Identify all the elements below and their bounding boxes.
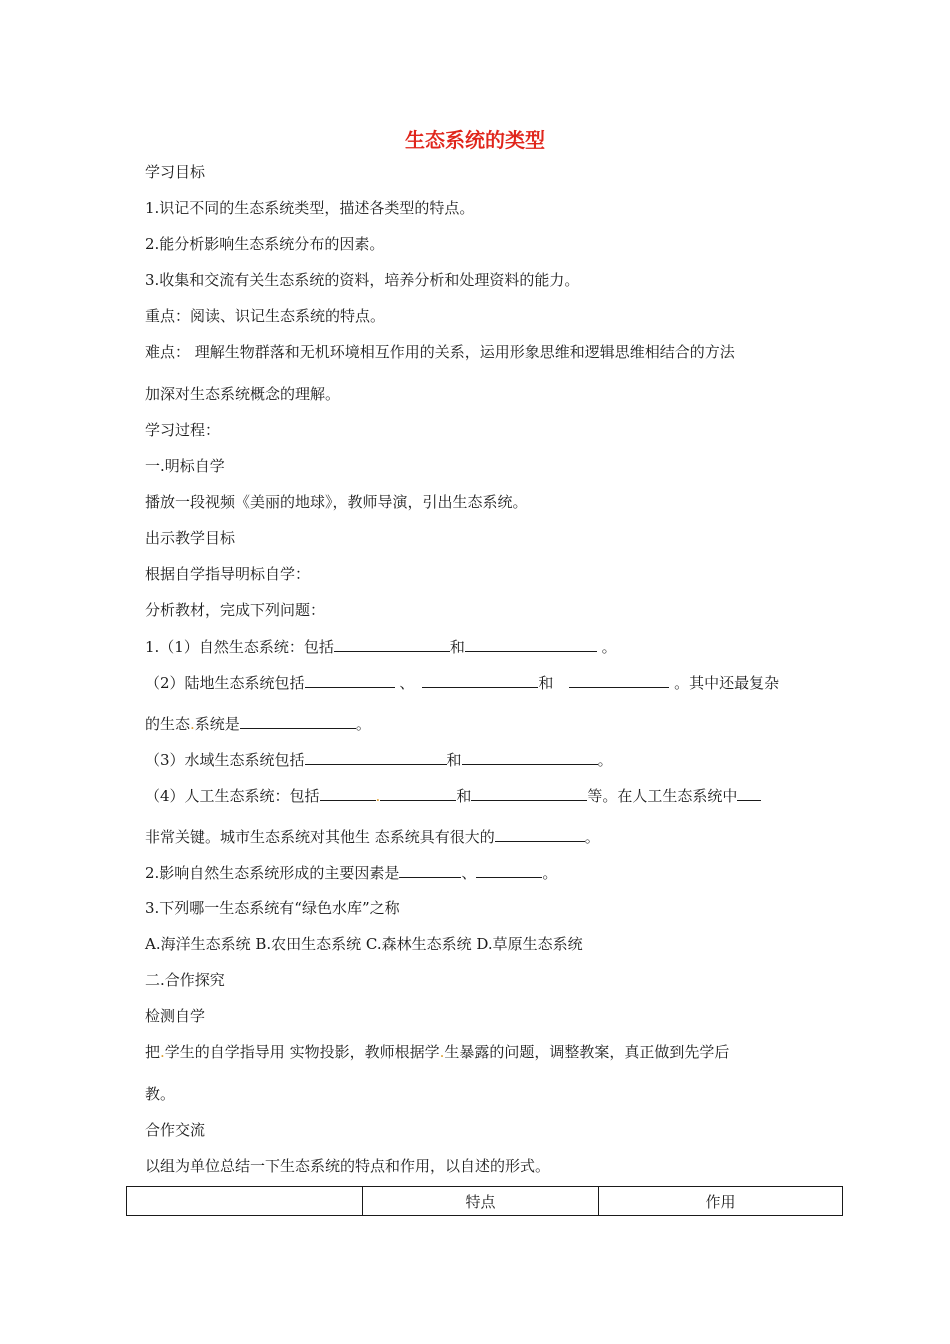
q1b2-text-b: 系统是 — [194, 715, 240, 733]
blank-field[interactable] — [305, 672, 395, 688]
exchange-heading: 合作交流 — [145, 1121, 206, 1139]
q1d-text-a: （4）人工生态系统：包括 — [145, 787, 320, 805]
dot-mark: . — [160, 1043, 165, 1061]
question-1c — [145, 749, 613, 770]
analyze-line: 分析教材，完成下列问题： — [145, 601, 326, 619]
q2-text-a: 2.影响自然生态系统形成的主要因素是 — [145, 864, 400, 882]
check-heading: 检测自学 — [145, 1007, 206, 1025]
q1b-text-a: （2）陆地生态系统包括 — [145, 674, 305, 692]
show-goals: 出示教学目标 — [145, 529, 236, 547]
blank-field[interactable] — [422, 672, 538, 688]
q1b-text-d: 。其中还最复杂 — [669, 674, 780, 692]
section2-heading: 二.合作探究 — [145, 971, 225, 989]
summary-table — [126, 1186, 843, 1216]
difficulty-line-1: 难点： 理解生物群落和无机环境相互作用的关系，运用形象思维和逻辑思维相结合的方法 — [145, 343, 735, 361]
guide-line: 根据自学指导明标自学： — [145, 565, 311, 583]
difficulty-line-2: 加深对生态系统概念的理解。 — [145, 385, 341, 403]
para-text-c: 生暴露的问题，调整教案，真正做到先学后 — [444, 1043, 730, 1061]
table-header-cell — [127, 1187, 363, 1216]
dot-mark: . — [190, 715, 195, 733]
q2-text-c: 。 — [542, 864, 558, 882]
blank-field[interactable] — [334, 636, 450, 652]
question-1d — [145, 785, 761, 806]
objectives-heading: 学习目标 — [145, 163, 206, 181]
blank-field[interactable] — [476, 862, 542, 878]
section1-heading: 一.明标自学 — [145, 457, 225, 475]
blank-field[interactable] — [305, 749, 447, 765]
question-3-options: A.海洋生态系统 B.农田生态系统 C.森林生态系统 D.草原生态系统 — [145, 935, 583, 953]
blank-field[interactable] — [465, 636, 597, 652]
question-3: 3.下列哪一生态系统有“绿色水库”之称 — [145, 899, 400, 917]
q1c-text-c: 。 — [597, 751, 613, 769]
q1b2-text-c: 。 — [355, 715, 371, 733]
blank-field[interactable] — [320, 785, 376, 801]
q1a-text-a: 1.（1）自然生态系统：包括 — [145, 638, 334, 656]
blank-field[interactable] — [495, 826, 585, 842]
table-header-cell: 作用 — [599, 1187, 843, 1216]
blank-field[interactable] — [471, 785, 587, 801]
q1d2-text-b: 。 — [584, 828, 600, 846]
q1d2-text-a: 非常关键。城市生态系统对其他生 态系统具有很大的 — [145, 828, 495, 846]
q1a-text-b: 和 — [449, 638, 465, 656]
video-line: 播放一段视频《美丽的地球》，教师导演，引出生态系统。 — [145, 493, 528, 511]
q1b2-text-a: 的生态 — [145, 715, 191, 733]
blank-field[interactable] — [737, 785, 761, 801]
blank-field[interactable] — [240, 713, 356, 729]
paragraph-line-2: 教。 — [145, 1085, 176, 1103]
key-point: 重点：阅读、识记生态系统的特点。 — [145, 307, 386, 325]
para-text-a: 把 — [145, 1043, 161, 1061]
table-row — [127, 1187, 843, 1216]
question-2 — [145, 862, 557, 883]
page-title: 生态系统的类型 — [405, 128, 545, 152]
process-heading: 学习过程： — [145, 421, 221, 439]
question-1a — [145, 636, 617, 657]
para-text-b: 学生的自学指导用 实物投影，教师根据学 — [164, 1043, 440, 1061]
q1d-text-b: 和 — [456, 787, 472, 805]
q1b-text-b: 、 — [394, 674, 415, 692]
objective-2: 2.能分析影响生态系统分布的因素。 — [145, 235, 385, 253]
paragraph-line-1 — [145, 1042, 729, 1062]
q1a-text-c: 。 — [596, 638, 617, 656]
dot-mark: . — [439, 1043, 445, 1061]
q2-text-b: 、 — [461, 864, 477, 882]
blank-field[interactable] — [462, 749, 598, 765]
table-header-cell: 特点 — [363, 1187, 599, 1216]
dot-mark: . — [375, 787, 381, 805]
q1c-text-b: 和 — [446, 751, 462, 769]
objective-1: 1.识记不同的生态系统类型，描述各类型的特点。 — [145, 199, 475, 217]
question-1d-cont — [145, 826, 600, 847]
blank-field[interactable] — [399, 862, 461, 878]
instruction-line: 以组为单位总结一下生态系统的特点和作用，以自述的形式。 — [145, 1157, 551, 1175]
question-1b-cont — [145, 713, 371, 734]
objective-3: 3.收集和交流有关生态系统的资料，培养分析和处理资料的能力。 — [145, 271, 580, 289]
q1b-text-c: 和 — [538, 674, 554, 692]
blank-field[interactable] — [380, 785, 456, 801]
q1c-text-a: （3）水域生态系统包括 — [145, 751, 305, 769]
question-1b — [145, 672, 779, 693]
q1d-text-c: 等。在人工生态系统中 — [587, 787, 738, 805]
blank-field[interactable] — [569, 672, 669, 688]
